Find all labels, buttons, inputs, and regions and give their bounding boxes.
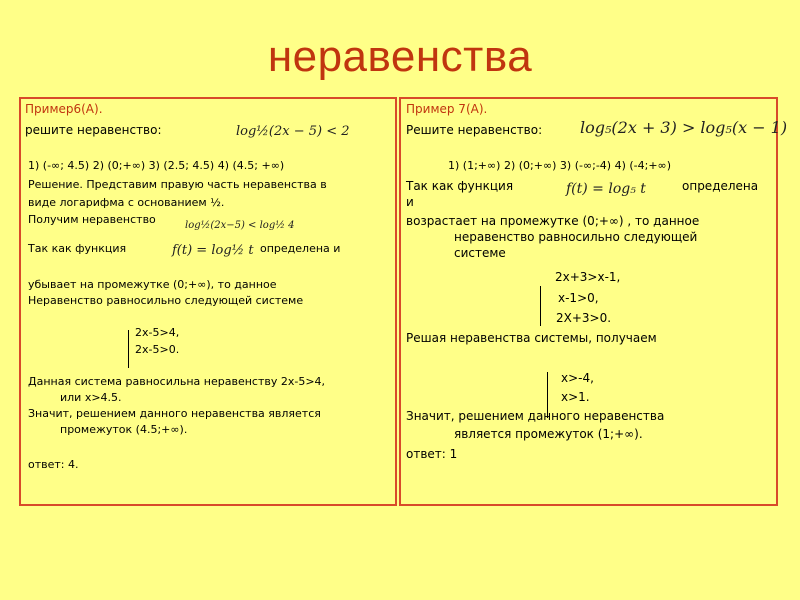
example-6-line: промежуток (4.5;+∞). (60, 423, 188, 436)
example-6-inequality-formula: log½(2x − 5) < 2 (236, 124, 350, 139)
example-7-line: является промежуток (1;+∞). (454, 427, 643, 441)
example-6-line: определена и (260, 242, 341, 255)
example-7-line: и (406, 195, 414, 209)
example-7-answer: ответ: 1 (406, 447, 458, 461)
example-7-line: системе (454, 246, 506, 260)
example-6-line: Значит, решением данного неравенства является (28, 407, 321, 420)
example-7-inequality-formula: log₅(2x + 3) > log₅(x − 1) (580, 118, 788, 137)
example-7-options: 1) (1;+∞) 2) (0;+∞) 3) (-∞;-4) 4) (-4;+∞) (448, 159, 671, 172)
example-7-line: неравенство равносильно следующей (454, 230, 698, 244)
example-7-line: Так как функция (406, 179, 514, 193)
page-title: неравенства (267, 32, 533, 81)
example-6-line: Решение. Представим правую часть неравенства в (28, 178, 327, 191)
example-7-function-formula: f(t) = log₅ t (566, 181, 646, 197)
example-7-line: определена (682, 179, 759, 193)
example-7-line: Значит, решением данного неравенства (406, 409, 665, 423)
example-7-system-line: 2X+3>0. (556, 311, 612, 325)
example-6-line: Получим неравенство (28, 213, 156, 226)
example-6-system-line: 2x-5>0. (135, 343, 180, 356)
example-7-system-line: 2x+3>x-1, (555, 270, 621, 284)
example-6-line: Неравенство равносильно следующей системе (28, 294, 304, 307)
example-6-inline-formula: log½(2x−5) < log½ 4 (185, 220, 295, 231)
system-brace (128, 330, 129, 368)
example-6-prompt: решите неравенство: (25, 123, 162, 137)
example-6-header: Пример6(А). (25, 102, 103, 116)
example-6-answer: ответ: 4. (28, 458, 79, 471)
example-7-line: возрастает на промежутке (0;+∞) , то данное (406, 214, 700, 228)
system-brace (540, 286, 541, 326)
example-6-line: или x>4.5. (60, 391, 122, 404)
example-6-line: виде логарифма с основанием ½. (28, 196, 225, 209)
example-7-system-line: x-1>0, (558, 291, 599, 305)
example-6-options: 1) (-∞; 4.5) 2) (0;+∞) 3) (2.5; 4.5) 4) (4.5; +∞) (28, 159, 285, 172)
example-7-result-line: x>-4, (561, 371, 594, 385)
example-7-header: Пример 7(А). (406, 102, 488, 116)
example-6-line: убывает на промежутке (0;+∞), то данное (28, 278, 277, 291)
example-6-line: Так как функция (28, 242, 127, 255)
example-7-result-line: x>1. (561, 390, 590, 404)
example-6-line: Данная система равносильна неравенству 2x-5>4, (28, 375, 326, 388)
example-6-system-line: 2x-5>4, (135, 326, 180, 339)
example-7-line: Решая неравенства системы, получаем (406, 331, 657, 345)
example-6-function-formula: f(t) = log½ t (172, 243, 254, 258)
example-7-prompt: Решите неравенство: (406, 123, 543, 137)
